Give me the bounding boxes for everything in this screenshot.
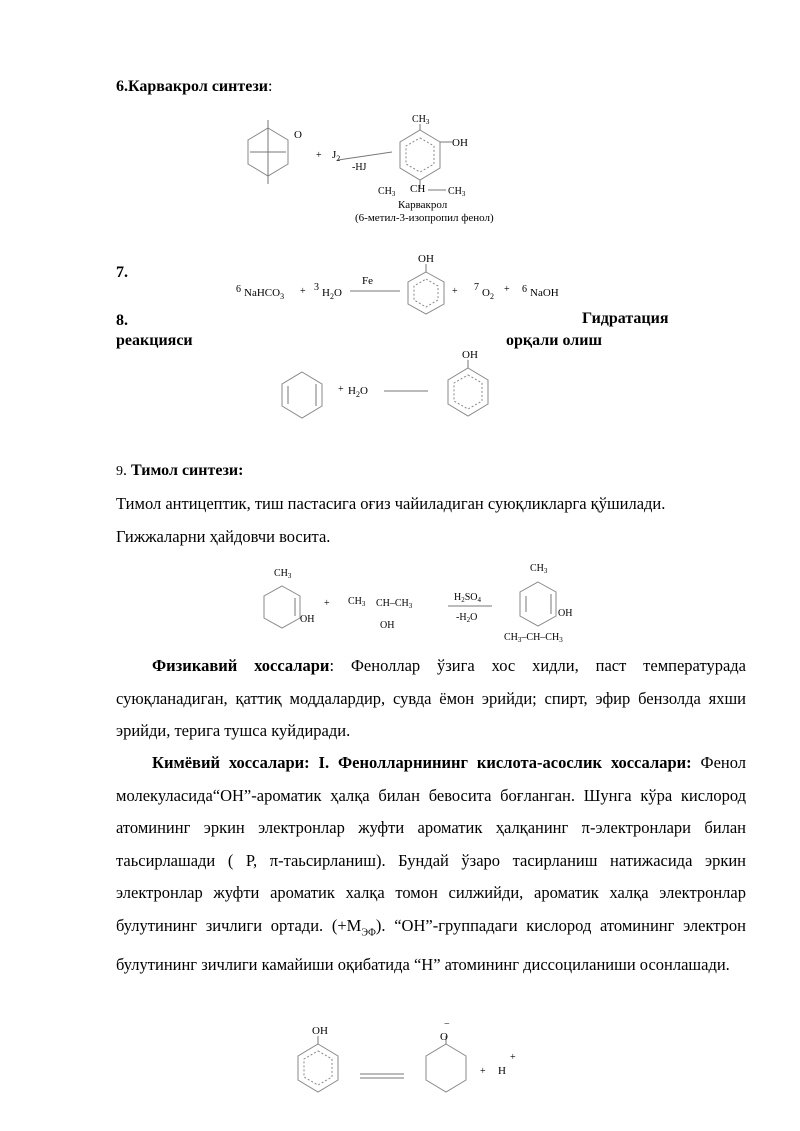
s6-ch3-top: $CH_3$ [412, 114, 430, 126]
s6-hj: -HJ [352, 162, 367, 173]
s9-reag-ch3: $CH_3$ [348, 596, 366, 608]
s6-bottom-ch3-left: $CH_3$ [378, 186, 396, 198]
s10-plus: + [480, 1066, 486, 1077]
section-9-text-1: Тимол антицептик, тиш пастасига оғиз чайиладиган суюқликларга қўшилади. [116, 494, 666, 513]
section-9-title: Тимол синтези: [131, 462, 244, 479]
physical-properties-text: : Феноллар ўзига хос хидли, паст температурада суюқланадиган, қаттиқ моддалардир, сувда ёмон эрийди; спирт, эфир бензолда яхши эрийди, терига тушса куйдиради. [116, 656, 746, 740]
section-9-number: 9 [116, 464, 123, 479]
s8-oh: OH [462, 349, 478, 361]
s9-oh: OH [300, 614, 315, 625]
chemical-properties-text-2: ). “ОН”-группадаги кислород атомининг электрон булутининг зичлиги камайиши оқибатида “Н” атомининг диссоциланиши осонлашади. [116, 915, 746, 975]
carvacrol-name: Карвакрол [398, 199, 448, 211]
s10-minus: − [444, 1019, 450, 1030]
section-6-title-suffix: : [267, 78, 273, 95]
s7-o2: $O_2$ [482, 287, 494, 301]
s8-h2o: $H_2O$ [348, 385, 368, 399]
s9-ch3: $CH_3$ [274, 568, 292, 580]
s7-coef-2: 3 [314, 282, 319, 293]
s9-reag-oh: OH [380, 620, 395, 631]
s6-oh: OH [452, 137, 468, 149]
s7-h2o: $H_2O$ [322, 287, 342, 301]
s9-plus: + [324, 598, 330, 609]
s6-bottom-ch3-right: $CH_3$ [448, 186, 466, 198]
s9-product-ch3: $CH_3$ [530, 563, 548, 575]
s7-plus-1: + [300, 286, 306, 297]
carvacrol-iupac-name: (6-метил-3-изопропил фенол) [355, 212, 494, 224]
s9-product-oh: OH [558, 608, 573, 619]
s8-plus: + [338, 384, 344, 395]
s7-fe-catalyst: Fe [362, 275, 373, 287]
s7-oh: OH [418, 253, 434, 265]
chemical-properties-label: Кимёвий хоссалари: I. Фенолларнининг кислота-асослик хоссалари: [152, 753, 692, 772]
section-9-text-2: Гижжаларни ҳайдовчи восита. [116, 527, 331, 546]
s9-water: $-H_2O$ [456, 612, 478, 624]
chemical-properties-text: Фенол молекуласида“ОН”-ароматик ҳалқа билан бевосита боғланган. Шунга кўра кислород атомининг эркин электронлар жуфти ароматик ҳалқанинг π-электронлари билан таьсирлашади ( Р, π-таьсирланиш). Бундай ўзаро тасирланиш натижасида эркин электронлар жуфти ароматик халқа томон силжийди, ароматик халқа электронлар булутининг зичлиги ортади. (+М [116, 753, 746, 935]
s6-o-label: O [294, 129, 302, 141]
s10-oh: OH [312, 1025, 328, 1037]
s9-reag-mid: $CH-CH_3$ [376, 598, 413, 610]
s7-nahco3: NaHCO$_3$ [244, 287, 285, 301]
section-9-dot: . [123, 462, 127, 479]
s9-product-isopropyl: $CH_3-CH-CH_3$ [504, 632, 563, 644]
s9-catalyst: $H_2SO_4$ [454, 592, 482, 604]
phenolate-ring [426, 1044, 466, 1092]
s6-plus: + [316, 150, 322, 161]
section-8-line2-right: орқали олиш [506, 332, 602, 349]
s7-naoh: NaOH [530, 287, 559, 299]
section-6-title: 6.Карвакрол синтези [116, 78, 268, 95]
section-8-line2-left: реакцияси [116, 332, 193, 349]
chemical-properties-sub: ЭФ [361, 926, 376, 938]
s7-plus-2: + [452, 286, 458, 297]
s10-h: H [498, 1065, 506, 1077]
s6-bottom-ch: CH [410, 183, 426, 195]
section-8-number: 8. [116, 312, 128, 329]
s6-j2: $J_2$ [332, 149, 341, 163]
section-7-number: 7. [116, 264, 128, 281]
section-8-title-right: Гидратация [582, 310, 669, 327]
s7-coef-3: 7 [474, 282, 479, 293]
s10-h-plus: + [510, 1052, 516, 1063]
s7-plus-3: + [504, 284, 510, 295]
s7-coef-4: 6 [522, 284, 527, 295]
s10-o: O [440, 1031, 448, 1043]
physical-properties-label: Физикавий хоссалари [152, 656, 330, 675]
s7-coef-1: 6 [236, 284, 241, 295]
